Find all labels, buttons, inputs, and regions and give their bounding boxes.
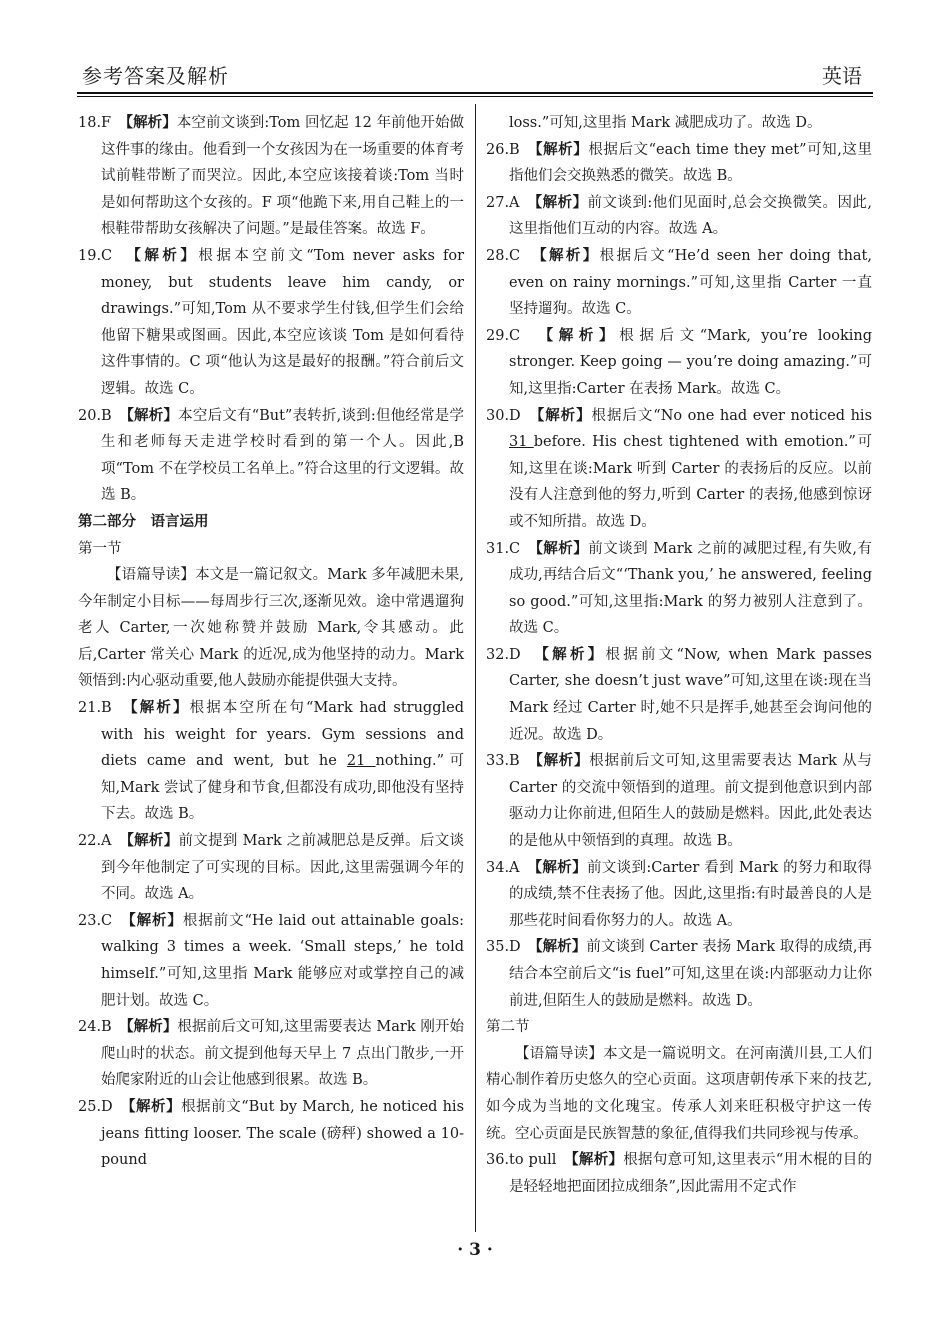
answer-entry [78,1094,464,1174]
analysis-tag: 【解析】 [130,699,190,717]
question-number: 29. [486,327,510,344]
answer-letter: D [101,1098,113,1115]
analysis-text: 根据后文“No one had ever noticed his [591,407,873,424]
question-number: 23. [78,912,102,929]
question-number: 18. [78,115,102,131]
analysis-tag: 【解析】 [535,752,590,770]
blank-number: 21 [346,753,376,770]
question-number: 21. [78,700,102,717]
analysis-text: 根据句意可知,这里表示“用木棍的目的是轻轻地把面团拉成细条”,因此需用不定式作 [509,1152,873,1195]
question-number: 36. [486,1152,510,1169]
answer-entry [486,934,872,1014]
question-number: 30. [486,407,510,424]
answer-letter: B [509,753,520,770]
answer-letter: D [509,407,521,424]
question-number: 35. [486,939,510,956]
analysis-text: 根据后文“He’d seen her doing that, even on rainy mornings.”可知,这里指 Carter 一直坚持遛狗。故选 C。 [509,247,872,318]
analysis-tag: 【解析】 [126,1018,178,1036]
analysis-tag: 【解析】 [537,406,592,424]
analysis-text: 根据本空所在句“Mark had struggled with his weight for years. Gym sessions and diets came and went, but he [101,700,464,770]
answer-letter: B [101,407,112,424]
analysis-text: 根据后文“Mark, you’re looking stronger. Keep going — you’re doing amazing.”可知,这里指:Carter 在表扬 Mark。故选 C。 [509,327,873,397]
passage-intro: 【语篇导读】本文是一篇记叙文。Mark 多年减肥未果,今年制定小目标——每周步行三次,逐渐见效。途中常遇遛狗老人 Carter,一次她称赞并鼓励 Mark,令其感动。此后,Carter 常关心 Mark 的近况,成为他坚持的动力。Mark 领悟到:内心驱动重要,他人鼓励亦能提供强大支持。 [78,567,464,690]
analysis-tag: 【解析】 [128,911,183,929]
answer-letter: to pull [509,1152,557,1169]
question-number: 20. [78,407,102,424]
blank-number: 31 [509,434,534,451]
page-number: · 3 · [457,1240,493,1260]
analysis-text: 根据前文“He laid out attainable goals: walking 3 times a week. ‘Small steps,’ he told himself.”可知,这里指 Mark 能够应对或掌控自己的减肥计划。故选 C。 [101,912,465,1009]
answer-entry [486,137,872,190]
answer-entry [486,243,872,323]
answer-letter: F [101,115,112,131]
answer-entry [486,642,872,748]
question-number: 31. [486,540,510,557]
analysis-tag: 【解析】 [545,326,620,344]
analysis-tag: 【解析】 [535,539,589,557]
analysis-text: 根据前后文可知,这里需要表达 Mark 刚开始爬山时的状态。前文提到他每天早上 7 点出门散步,一开始爬家附近的山会让他感到很累。故选 B。 [101,1019,464,1089]
answer-letter: C [101,912,113,929]
question-number: 19. [78,247,102,264]
answer-entry [78,403,464,509]
answer-letter: B [101,700,112,717]
analysis-text: 根据本空前文“Tom never asks for money, but students leave him candy, or drawings.”可知,Tom 从不要求学生付钱,但学生们会给他留下糖果或图画。因此,本空应该谈 Tom 是如何看待这件事情的。C 项“他认为这是最好的报酬。”符合前后文逻辑。故选 C。 [101,247,465,397]
analysis-text: 前文谈到:Carter 看到 Mark 的努力和取得的成绩,禁不住表扬了他。因此,这里指:有时最善良的人是那些花时间看你努力的人。故选 A。 [509,859,872,929]
answer-entry [78,695,464,828]
analysis-tag: 【解析】 [126,406,179,424]
question-number: 22. [78,833,102,850]
answer-entry [78,828,464,908]
answer-letter: B [509,141,520,158]
analysis-text: 根据前文“But by March, he noticed his jeans fitting looser. The scale (磅秤) showed a 10-pound [101,1098,465,1169]
answer-letter: A [509,859,520,876]
answer-entry [78,908,464,1014]
question-number: 33. [486,753,510,770]
answer-letter: C [101,247,113,264]
part-title: 第二部分 语言运用 [78,512,209,530]
header-rule [77,92,873,94]
answer-entry [486,855,872,935]
analysis-text: 前文提到 Mark 之前减肥总是反弹。后文谈到今年他制定了可实现的目标。因此,这里需强调今年的不同。故选 A。 [101,833,464,903]
question-number: 26. [486,141,510,158]
question-number: 34. [486,859,510,876]
analysis-text: nothing.”可知,Mark 尝试了健身和节食,但都没有成功,即他没有坚持下去。故选 B。 [101,753,464,823]
answer-letter: C [509,540,521,557]
analysis-text: 本空前文谈到:Tom 回忆起 12 年前他开始做这件事的缘由。他看到一个女孩因为在一场重要的体育考试前鞋带断了而哭泣。因此,本空应该接着谈:Tom 当时是如何帮助这个女孩的。F 项“他跪下来,用自己鞋上的一根鞋带帮助女孩解决了问题。”是最佳答案。故选 F。 [101,115,465,238]
analysis-tag: 【解析】 [535,140,589,158]
answer-entry [486,403,872,536]
analysis-tag: 【解析】 [534,193,588,211]
header-rule-thin [77,96,873,97]
header-subject: 英语 [822,64,862,88]
analysis-text: 前文谈到:他们见面时,总会交换微笑。因此,这里指他们互动的内容。故选 A。 [509,194,872,238]
answer-entry [486,748,872,854]
passage-intro: 【语篇导读】本文是一篇说明文。在河南潢川县,工人们精心制作着历史悠久的空心贡面。这项唐朝传承下来的技艺,如今成为当地的文化瑰宝。传承人刘来旺积极守护这一传统。空心贡面是民族智慧的象征,值得我们共同珍视与传承。 [486,1045,872,1142]
analysis-text: 前文谈到 Mark 之前的减肥过程,有失败,有成功,再结合后文“‘Thank you,’ he answered, feeling so good.”可知,这里指:Mark 的努力被别人注意到了。故选 C。 [509,540,873,637]
section-title: 第一节 [78,540,122,557]
analysis-text: 前文谈到 Carter 表扬 Mark 取得的成绩,再结合本空前后文“is fuel”可知,这里在谈:内部驱动力让你前进,但陌生人的鼓励是燃料。故选 D。 [509,939,873,1009]
analysis-tag: 【解析】 [535,938,587,956]
analysis-text: 根据前文“Now, when Mark passes Carter, she doesn’t just wave”可知,这里在谈:现在当 Mark 经过 Carter 时,她不只是挥手,她甚至会询问他的近况。故选 D。 [509,646,873,743]
analysis-tag: 【解析】 [133,246,199,264]
analysis-continuation: loss.”可知,这里指 Mark 减肥成功了。故选 D。 [509,115,822,131]
analysis-text: before. His chest tightened with emotion.”可知,这里在谈:Mark 听到 Carter 的表扬后的反应。以前没有人注意到他的努力,听到 Carter 的表扬,他感到惊讶或不知所措。故选 D。 [509,434,873,530]
answer-letter: A [101,833,112,850]
analysis-tag: 【解析】 [541,645,606,663]
answer-entry [486,323,872,403]
section-title: 第二节 [486,1019,530,1036]
header-left-title: 参考答案及解析 [82,64,229,88]
answer-entry [486,1147,872,1200]
analysis-tag: 【解析】 [571,1151,624,1169]
analysis-tag: 【解析】 [539,246,600,264]
question-number: 32. [486,646,510,663]
answer-entry [78,1014,464,1094]
left-column [78,110,464,1174]
answer-letter: D [509,646,521,663]
answer-entry [486,536,872,642]
answer-letter: A [509,194,520,211]
question-number: 25. [78,1098,102,1115]
analysis-tag: 【解析】 [125,114,177,131]
answer-entry [78,110,464,243]
answer-letter: D [509,939,521,956]
question-number: 28. [486,247,510,264]
analysis-text: 本空后文有“But”表转折,谈到:但他经常是学生和老师每天走进学校时看到的第一个人。因此,B 项“Tom 不在学校员工名单上。”符合这里的行文逻辑。故选 B。 [101,407,465,504]
answer-letter: B [101,1019,112,1036]
answer-entry [78,243,464,403]
right-column [486,110,872,1200]
answer-letter: C [509,247,521,264]
analysis-tag: 【解析】 [128,1097,182,1115]
column-divider [475,104,476,1232]
analysis-text: 根据后文“each time they met”可知,这里指他们会交换熟悉的微笑。故选 B。 [509,141,872,185]
analysis-tag: 【解析】 [534,858,587,876]
answer-letter: C [509,327,521,344]
answer-entry [486,190,872,243]
question-number: 27. [486,194,510,211]
analysis-tag: 【解析】 [126,832,179,850]
analysis-text: 根据前后文可知,这里需要表达 Mark 从与 Carter 的交流中领悟到的道理。前文提到他意识到内部驱动力让你前进,但陌生人的鼓励是燃料。因此,此处表达的是他从中领悟到的真理。故选 B。 [509,753,873,850]
question-number: 24. [78,1019,102,1036]
